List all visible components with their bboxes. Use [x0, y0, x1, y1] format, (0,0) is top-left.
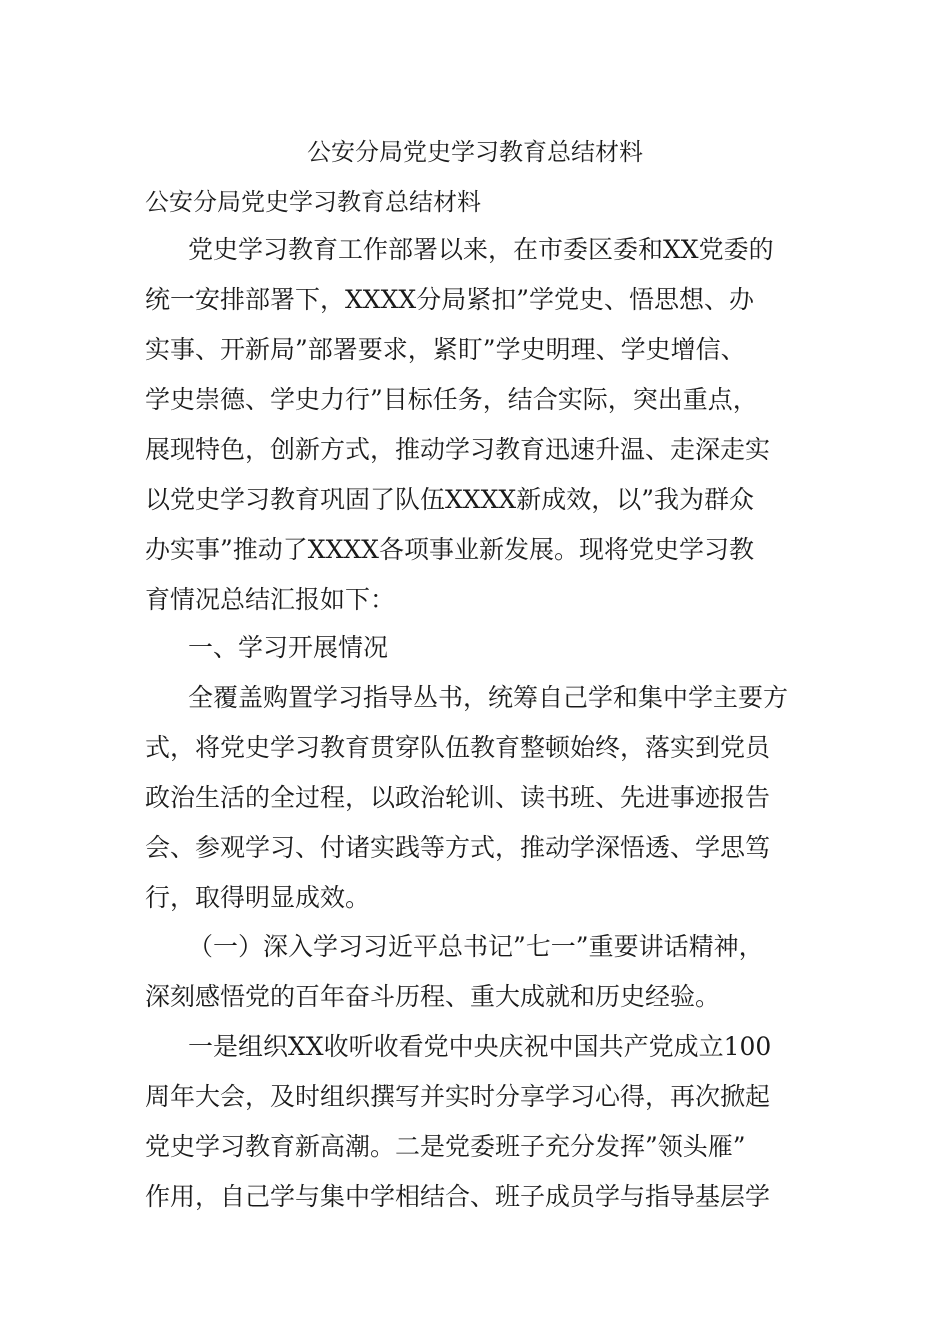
body-line: 展现特色，创新方式，推动学习教育迅速升温、走深走实 [145, 435, 771, 464]
body-line: 周年大会，及时组织撰写并实时分享学习心得，再次掀起 [145, 1082, 771, 1111]
document-title: 公安分局党史学习教育总结材料 [307, 138, 643, 166]
body-line: 行，取得明显成效。 [145, 883, 371, 912]
body-line: 以党史学习教育巩固了队伍XXXX新成效，以”我为群众 [145, 485, 754, 514]
body-line: 一是组织XX收听收看党中央庆祝中国共产党成立100 [188, 1032, 772, 1061]
subtitle-line: 公安分局党史学习教育总结材料 [145, 188, 481, 216]
body-line: 式，将党史学习教育贯穿队伍教育整顿始终，落实到党员 [145, 733, 771, 762]
body-line: 统一安排部署下，XXXX分局紧扣”学党史、悟思想、办 [145, 285, 754, 314]
body-line: 党史学习教育工作部署以来，在市委区委和XX党委的 [188, 235, 774, 264]
body-line: 实事、开新局”部署要求，紧盯”学史明理、学史增信、 [145, 335, 746, 364]
body-line: 学史崇德、学史力行”目标任务，结合实际，突出重点， [145, 385, 758, 414]
body-line: 党史学习教育新高潮。二是党委班子充分发挥”领头雁” [145, 1132, 746, 1161]
subsection-heading-cont: 深刻感悟党的百年奋斗历程、重大成就和历史经验。 [145, 982, 721, 1011]
body-line: 育情况总结汇报如下： [145, 585, 396, 614]
section-heading: 一、学习开展情况 [188, 633, 389, 662]
body-line: 全覆盖购置学习指导丛书，统筹自己学和集中学主要方 [188, 683, 789, 712]
body-line: 会、参观学习、付诸实践等方式，推动学深悟透、学思笃 [145, 833, 771, 862]
body-line: 政治生活的全过程，以政治轮训、读书班、先进事迹报告 [145, 783, 771, 812]
body-line: 作用，自己学与集中学相结合、班子成员学与指导基层学 [145, 1182, 771, 1211]
body-line: 办实事”推动了XXXX各项事业新发展。现将党史学习教 [145, 535, 754, 564]
subsection-heading: （一）深入学习习近平总书记”七一”重要讲话精神， [188, 932, 764, 961]
